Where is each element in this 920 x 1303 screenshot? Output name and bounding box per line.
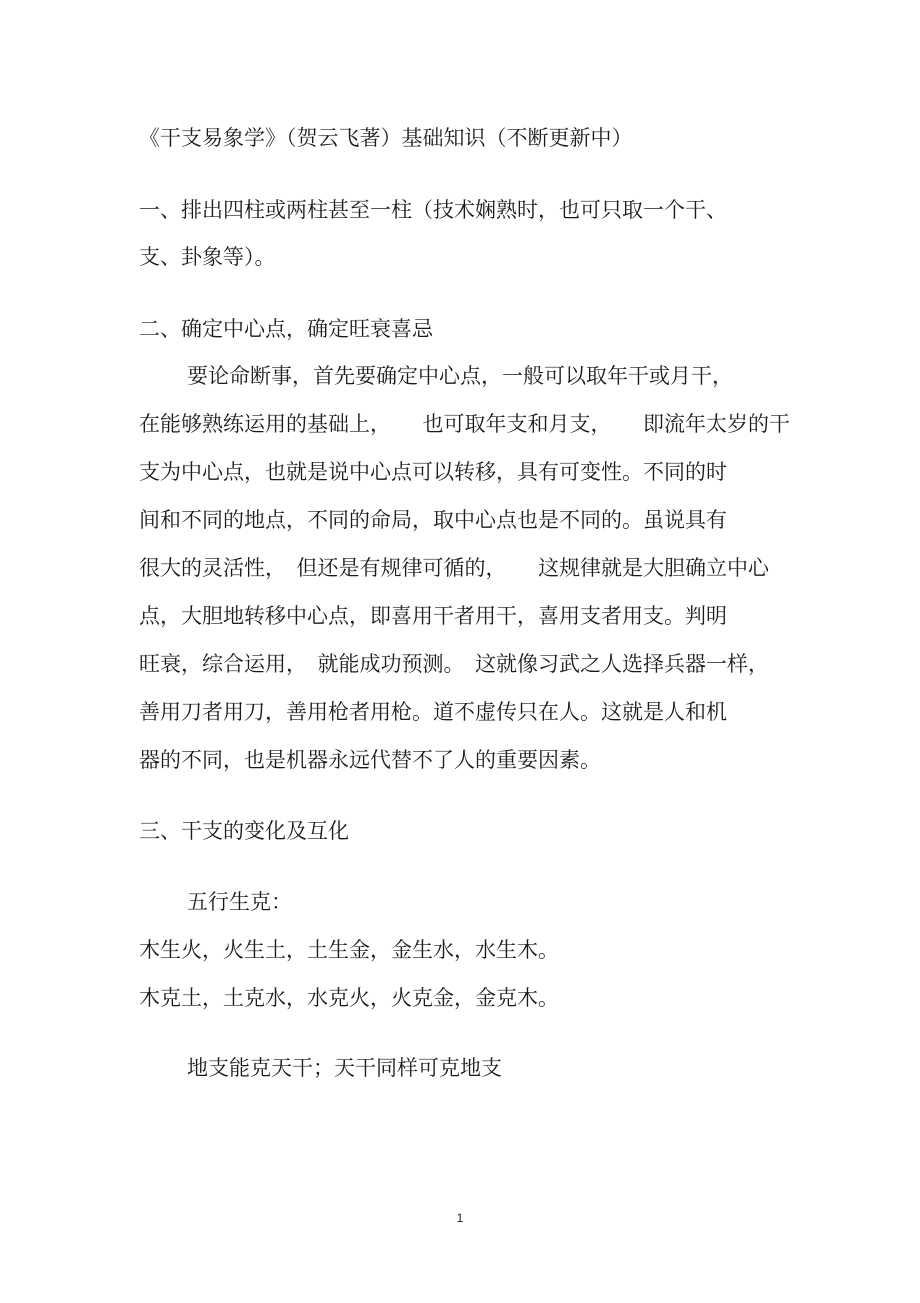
page-number: 1 [456,1211,464,1225]
section2-line-9: 器的不同，也是机器永远代替不了人的重要因素。 [139,748,601,772]
wuxing-sheng-line: 木生火，火生土，土生金，金生水，水生木。 [139,938,559,962]
section2-line-5: 很大的灵活性， 但还是有规律可循的， 这规律就是大胆确立中心 [139,556,769,580]
section3-heading: 三、干支的变化及互化 [139,819,349,843]
section1-line-2: 支、卦象等）。 [139,245,276,269]
section2-line-8: 善用刀者用刀，善用枪者用枪。道不虚传只在人。这就是人和机 [139,700,727,724]
section2-line-1: 要论命断事，首先要确定中心点，一般可以取年干或月干， [187,364,733,388]
section2-line-2: 在能够熟练运用的基础上， 也可取年支和月支， 即流年太岁的干 [139,412,790,436]
document-title: 《干支易象学》（贺云飞著）基础知识（不断更新中） [139,126,633,150]
dizhi-tiangan-line: 地支能克天干；天干同样可克地支 [187,1056,502,1080]
section2-line-6: 点，大胆地转移中心点，即喜用干者用干，喜用支者用支。判明 [139,604,727,628]
wuxing-ke-line: 木克土，土克水，水克火，火克金，金克木。 [139,986,559,1010]
section2-line-4: 间和不同的地点，不同的命局，取中心点也是不同的。虽说具有 [139,508,727,532]
section2-heading: 二、确定中心点，确定旺衰喜忌 [139,317,433,341]
wuxing-label: 五行生克： [187,890,292,914]
section2-line-7: 旺衰，综合运用， 就能成功预测。 这就像习武之人选择兵器一样， [139,652,769,676]
section1-line-1: 一、排出四柱或两柱甚至一柱（技术娴熟时，也可只取一个干、 [139,198,727,222]
section2-line-3: 支为中心点，也就是说中心点可以转移，具有可变性。不同的时 [139,460,727,484]
